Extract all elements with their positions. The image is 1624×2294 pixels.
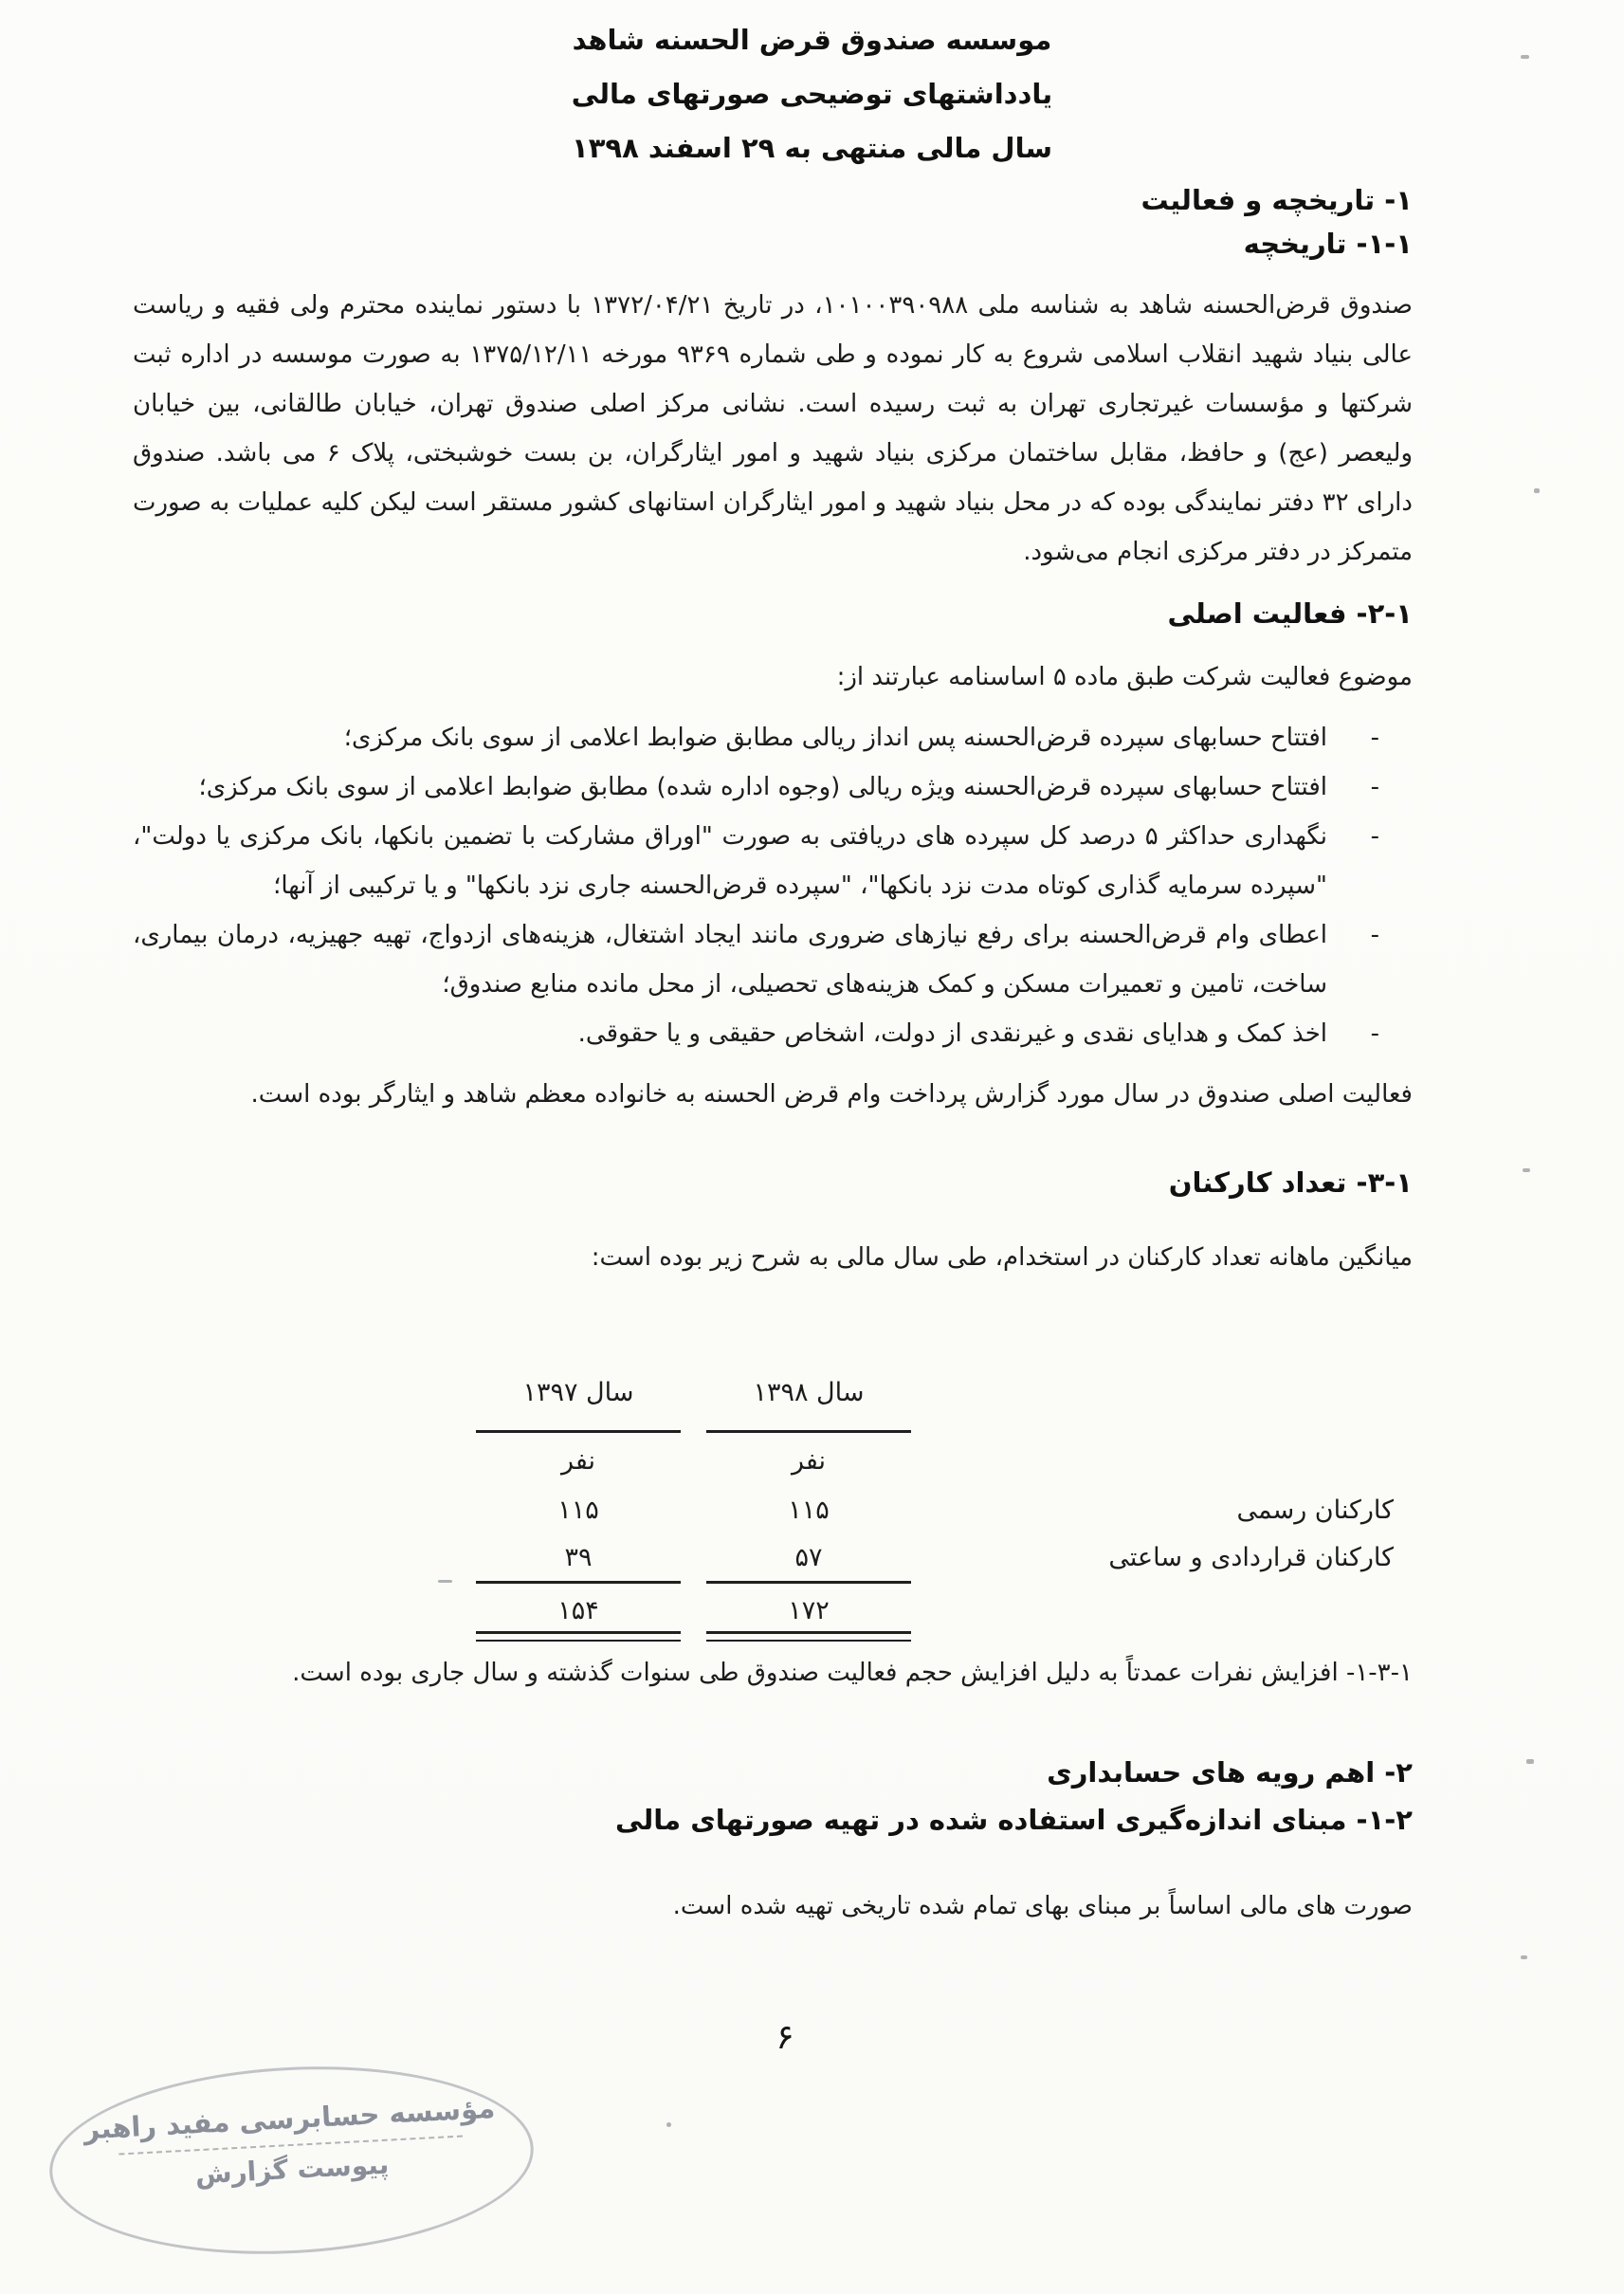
table-total: ۱۵۴	[557, 1596, 599, 1625]
stamp-attachment-label: پیوست گزارش	[194, 2148, 390, 2191]
table-total: ۱۷۲	[788, 1596, 830, 1625]
table-col-header-1397: سال ۱۳۹۷	[522, 1378, 634, 1407]
bullet-dash: -	[1370, 921, 1379, 949]
total-double-rule-1398	[706, 1631, 911, 1642]
bullet-text: افتتاح حسابهای سپرده قرض‌الحسنه ویژه ریالی (وجوه اداره شده) مطابق ضوابط اعلامی از سوی بانک مرکزی؛	[198, 773, 1327, 801]
org-name: موسسه صندوق قرض الحسنه شاهد	[572, 24, 1052, 56]
list-item	[133, 1009, 1379, 1058]
list-item	[133, 910, 1379, 1009]
table-col-header-1398: سال ۱۳۹۸	[753, 1378, 865, 1407]
section-title-policies: ۲- اهم رویه های حسابداری	[1047, 1756, 1413, 1789]
list-item	[133, 812, 1379, 910]
bullet-dash: -	[1370, 724, 1379, 752]
section-title-main-activity: ۲-۱- فعالیت اصلی	[1167, 597, 1413, 630]
bullet-dash: -	[1370, 773, 1379, 801]
table-value: ۱۱۵	[788, 1496, 830, 1525]
staff-table	[237, 1377, 1413, 1661]
page-number: ۶	[776, 2018, 794, 2057]
subtotal-rule-1398	[706, 1581, 911, 1584]
table-value: ۵۷	[794, 1543, 823, 1572]
measurement-basis-text: صورت های مالی اساساً بر مبنای بهای تمام شده تاریخی تهیه شده است.	[672, 1892, 1413, 1920]
stamp-institute-name: مؤسسه حسابرسی مفید راهبر	[82, 2091, 496, 2146]
bullet-text: نگهداری حداکثر ۵ درصد کل سپرده های دریافتی به صورت "اوراق مشارکت با تضمین بانکها، بانک مرکزی یا دولت"، "سپرده سرمایه گذاری کوتاه مدت نزد بانکها"، "سپرده قرض‌الحسنه جاری نزد بانکها" و یا ترکیبی از آنها؛	[133, 822, 1327, 900]
doc-title: یادداشتهای توضیحی صورتهای مالی	[571, 78, 1053, 110]
section-title-staff: ۳-۱- تعداد کارکنان	[1168, 1166, 1413, 1199]
bullet-text: افتتاح حسابهای سپرده قرض‌الحسنه پس انداز ریالی مطابق ضوابط اعلامی از سوی بانک مرکزی؛	[343, 724, 1327, 752]
staff-intro: میانگین ماهانه تعداد کارکنان در استخدام، طی سال مالی به شرح زیر بوده است:	[591, 1243, 1413, 1272]
table-value: ۳۹	[564, 1543, 593, 1572]
list-item	[133, 713, 1379, 762]
table-row-label: کارکنان رسمی	[1236, 1496, 1394, 1525]
scan-speck	[1523, 1168, 1530, 1172]
table-value: ۱۱۵	[557, 1496, 599, 1525]
scan-stray-dash	[438, 1580, 452, 1583]
bullet-dash: -	[1370, 822, 1379, 851]
total-double-rule-1397	[476, 1631, 681, 1642]
activity-intro: موضوع فعالیت شرکت طبق ماده ۵ اساسنامه عبارتند از:	[836, 663, 1413, 691]
scan-speck	[1521, 1955, 1527, 1959]
scan-speck	[1526, 1759, 1534, 1764]
section-title-measurement-basis: ۱-۲- مبنای اندازه‌گیری استفاده شده در تهیه صورتهای مالی	[615, 1804, 1413, 1836]
section-title-history-activity: ۱- تاریخچه و فعالیت	[1140, 184, 1413, 216]
history-paragraph: صندوق قرض‌الحسنه شاهد به شناسه ملی ۱۰۱۰۰۳۹۰۹۸۸، در تاریخ ۱۳۷۲/۰۴/۲۱ با دستور نماینده محترم ولی فقیه و ریاست عالی بنیاد شهید انقلاب اسلامی شروع به کار نموده و طی شماره ۹۳۶۹ مورخه ۱۳۷۵/۱۲/۱۱ به صورت موسسه در اداره ثبت شرکتها و مؤسسات غیرتجاری تهران به ثبت رسیده است. نشانی مرکز اصلی صندوق تهران، خیابان طالقانی، بین خیابان ولیعصر (عج) و حافظ، مقابل ساختمان مرکزی بنیاد شهید و امور ایثارگران، بن بست خوشبختی، پلاک ۶ می باشد. صندوق دارای ۳۲ دفتر نمایندگی بوده که در محل بنیاد شهید و امور ایثارگران استانهای کشور مستقر است لیکن کلیه عملیات به صورت متمرکز در دفتر مرکزی انجام می‌شود.	[133, 291, 1413, 566]
table-row-label: کارکنان قراردادی و ساعتی	[1108, 1543, 1394, 1572]
activity-bullet-list	[133, 713, 1413, 1058]
bullet-dash: -	[1370, 1019, 1379, 1048]
subtotal-rule-1397	[476, 1581, 681, 1584]
header-rule-1397	[476, 1430, 681, 1433]
document-header	[0, 13, 1624, 175]
bullet-text: اخذ کمک و هدایای نقدی و غیرنقدی از دولت، اشخاص حقیقی و یا حقوقی.	[577, 1019, 1327, 1048]
header-rule-1398	[706, 1430, 911, 1433]
staff-note: ۱-۳-۱- افزایش نفرات عمدتاً به دلیل افزایش حجم فعالیت صندوق طی سنوات گذشته و سال جاری بوده است.	[292, 1659, 1413, 1687]
section-title-history: ۱-۱- تاریخچه	[1243, 228, 1413, 260]
scan-speck	[1521, 55, 1529, 59]
list-item	[133, 762, 1379, 812]
audit-stamp	[45, 2055, 538, 2266]
unit-cell-1397: نفر	[560, 1446, 596, 1476]
bullet-text: اعطای وام قرض‌الحسنه برای رفع نیازهای ضروری مانند ایجاد اشتغال، هزینه‌های ازدواج، تهیه جهیزیه، درمان بیماری، ساخت، تامین و تعمیرات مسکن و کمک هزینه‌های تحصیلی، از محل مانده منابع صندوق؛	[133, 921, 1327, 999]
unit-cell-1398: نفر	[791, 1446, 827, 1476]
scan-speck	[666, 2122, 671, 2127]
fiscal-year: سال مالی منتهی به ۲۹ اسفند ۱۳۹۸	[572, 132, 1052, 164]
scan-speck	[1534, 488, 1540, 493]
activity-closing: فعالیت اصلی صندوق در سال مورد گزارش پرداخت وام قرض الحسنه به خانواده معظم شاهد و ایثارگر بوده است.	[250, 1080, 1413, 1109]
